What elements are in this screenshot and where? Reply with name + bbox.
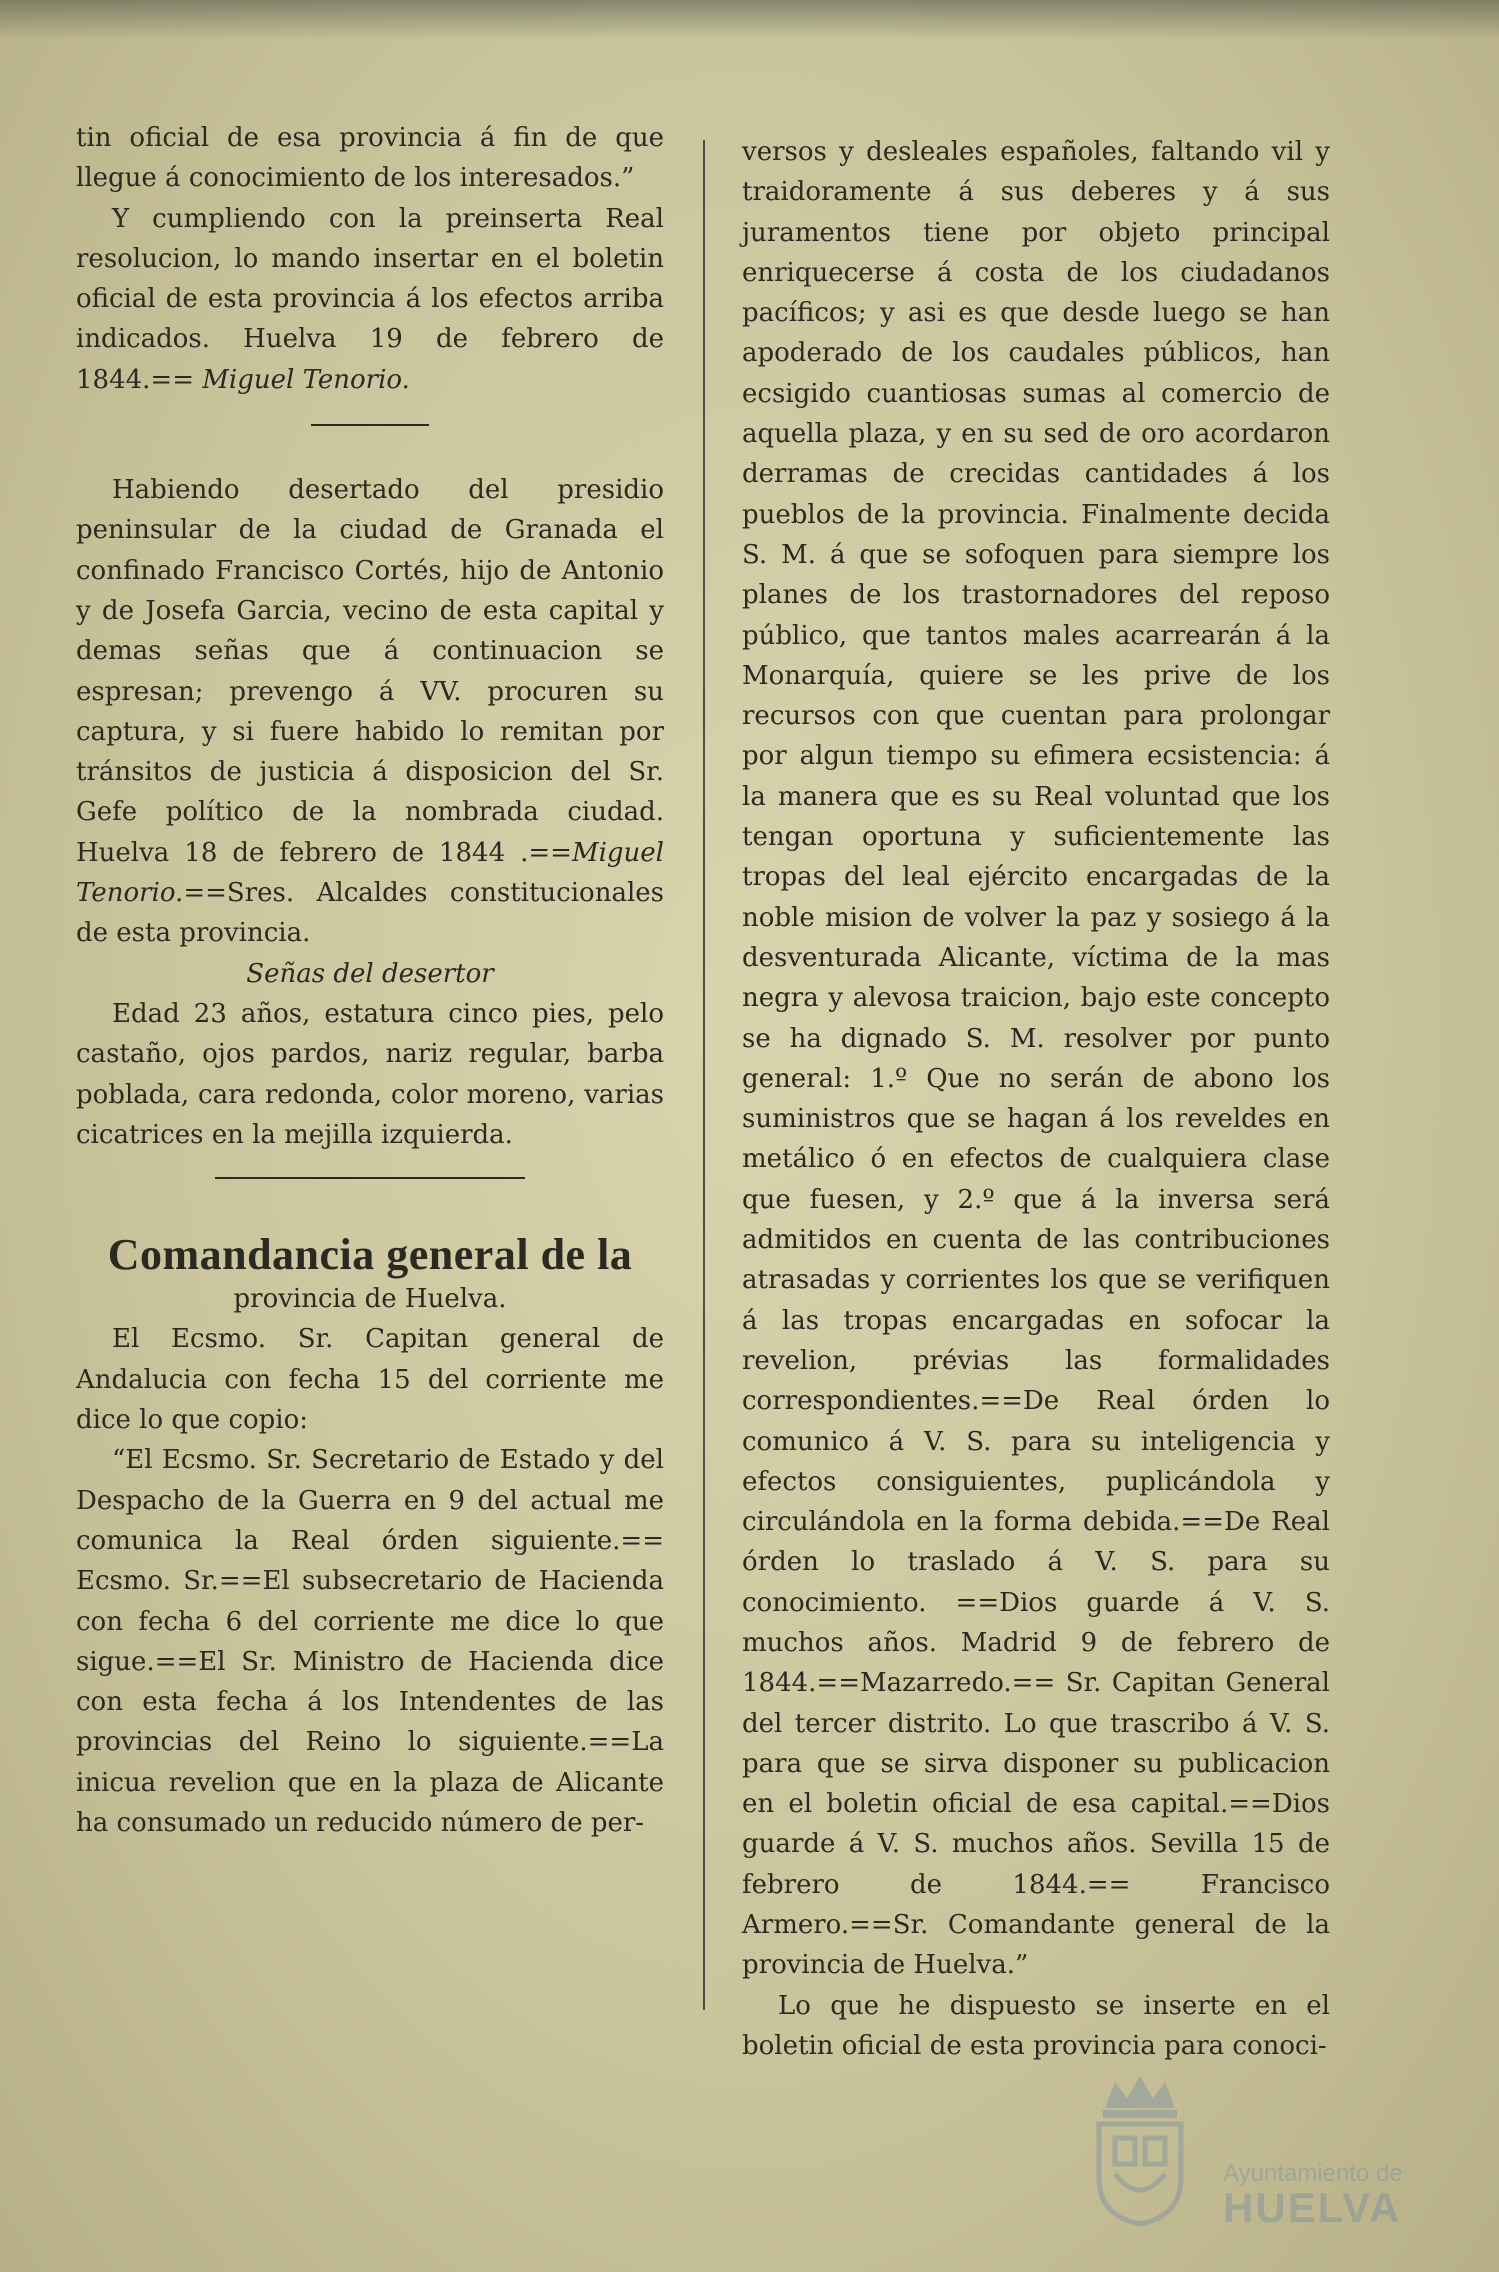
right-paragraph-1: versos y desleales españoles, faltando vil y traidoramente á sus deberes y á sus juramentos tiene por objeto principal enriquecerse á costa de los ciudadanos pacíficos; y asi es que desde luego se han apoderado de los caudales públicos, han ecsigido cuantiosas sumas al comercio de aquella plaza, y en su sed de oro acordaron derramas de crecidas cantidades á los pueblos de la provincia. Finalmente decida S. M. á que se sofoquen para siempre los planes de los trastornadores del reposo público, que tantos males acarrearán á la Monarquía, quiere se les prive de los recursos con que cuentan para prolongar por algun tiempo su efimera ecsistencia: á la manera que es su Real voluntad que los tengan oportuna y suficientemente las tropas del leal ejército encargadas de la noble mision de volver la paz y sosiego á la desventurada Alicante, víctima de la mas negra y alevosa traicion, bajo este concepto se ha dignado S. M. resolver por punto general: 1.º Que no serán de abono los suministros que se hagan á los reveldes en metálico ó en efectos de cualquiera clase que fuesen, y 2.º que á la inversa será admitidos en cuenta de las contribuciones atrasadas y corrientes los que se verifiquen á las tropas encargadas en sofocar la revelion, prévias las formalidades correspondientes.==De Real órden lo comunico á V. S. para su inteligencia y efectos consiguientes, puplicándola y circulándola en la forma debida.==De Real órden lo traslado á V. S. para su conocimiento. ==Dios guarde á V. S. muchos años. Madrid 9 de febrero de 1844.==Mazarredo.== Sr. Capitan General del tercer distrito. Lo que trascribo á V. S. para que se sirva disponer su publicacion en el boletin oficial de esa capital.==Dios guarde á V. S. muchos años. Sevilla 15 de febrero de 1844.== Francisco Armero.==Sr. Comandante general de la provincia de Huelva.”	[742, 137, 1330, 1981]
left-paragraph-3	[76, 470, 664, 954]
section-divider-short	[311, 424, 429, 426]
page-top-shadow	[0, 0, 1499, 40]
deserter-description: Edad 23 años, estatura cinco pies, pelo castaño, ojos pardos, nariz regular, barba poblada, cara redonda, color moreno, varias cicatrices en la mejilla izquierda.	[76, 998, 664, 1150]
left-column	[76, 118, 664, 1843]
left-paragraph-4: El Ecsmo. Sr. Capitan general de Andalucia con fecha 15 del corriente me dice lo que copio:	[76, 1324, 664, 1436]
right-paragraph-2: Lo que he dispuesto se inserte en el boletin oficial de esta provincia para conoci-	[742, 1990, 1330, 2061]
left-paragraph-3-text: Habiendo desertado del presidio peninsular de la ciudad de Granada el confinado Francisco Cortés, hijo de Antonio y de Josefa Garcia, vecino de esta capital y demas señas que á continuacion se espresan; prevengo á VV. procuren su captura, y si fuere habido lo remitan por tránsitos de justicia á disposicion del Sr. Gefe político de la nombrada ciudad. Huelva 18 de febrero de 1844 .==	[76, 475, 664, 868]
signature-miguel-tenorio-1: Miguel Tenorio.	[202, 364, 410, 395]
left-paragraph-5: “El Ecsmo. Sr. Secretario de Estado y del Despacho de la Guerra en 9 del actual me comunica la Real órden siguiente.== Ecsmo. Sr.==El subsecretario de Hacienda con fecha 6 del corriente me dice lo que sigue.==El Sr. Ministro de Hacienda dice con esta fecha á los Intendentes de las provincias del Reino lo siguiente.==La inicua revelion que en la plaza de Alicante ha consumado un reducido número de per-	[76, 1445, 664, 1838]
ayuntamiento-huelva-watermark	[1085, 2068, 1425, 2231]
watermark-line-2: HUELVA	[1223, 2184, 1402, 2231]
signature-miguel-tenorio-2: Miguel Tenorio.	[76, 837, 664, 909]
left-paragraph-1: tin oficial de esa provincia á fin de que llegue á conocimiento de los interesados.”	[76, 123, 664, 194]
column-divider	[703, 140, 705, 2010]
section-divider-long	[215, 1177, 525, 1179]
right-column	[742, 132, 1330, 2066]
huelva-coat-of-arms-icon	[1085, 2068, 1195, 2228]
section-subtitle: provincia de Huelva.	[233, 1284, 507, 1315]
section-title: Comandancia general de la	[107, 1230, 633, 1280]
deserter-subheading: Señas del desertor	[246, 958, 494, 989]
left-paragraph-3-addressee: ==Sres. Alcaldes constitucionales de esta provincia.	[76, 878, 664, 949]
watermark-line-1: Ayuntamiento de	[1223, 2160, 1403, 2187]
left-paragraph-2-text: Y cumpliendo con la preinserta Real resolucion, lo mando insertar en el boletin oficial de esta provincia á los efectos arriba indicados. Huelva 19 de febrero de 1844.==	[76, 203, 664, 395]
left-paragraph-2	[76, 199, 664, 400]
